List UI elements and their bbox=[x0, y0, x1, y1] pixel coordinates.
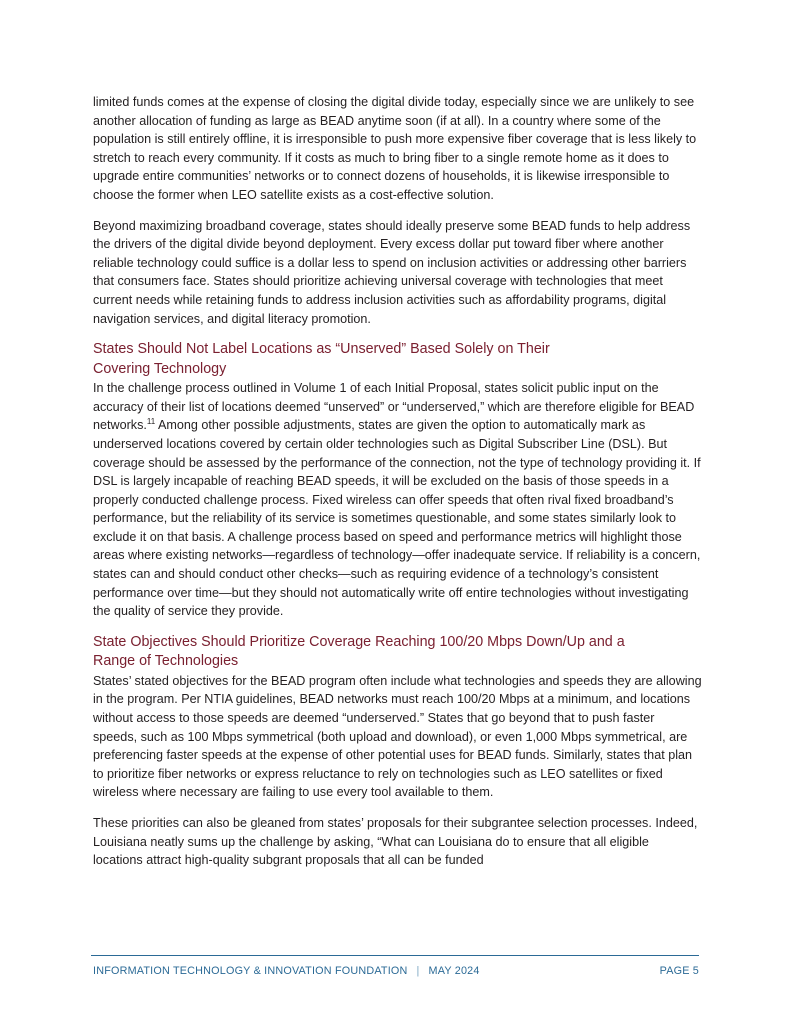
heading-line-2: Covering Technology bbox=[93, 360, 227, 377]
footer-separator: | bbox=[416, 965, 420, 977]
section-unserved bbox=[93, 340, 702, 621]
paragraph-preserve-funds: Beyond maximizing broadband coverage, states should ideally preserve some BEAD funds to help address the drivers of the digital divide beyond deployment. Every excess dollar put toward fiber where another reliable technology could suffice is a dollar less to spend on inclusion activities or addressing other barriers that consumers face. States should prioritize achieving universal coverage with technologies that meet current needs while retaining funds to address inclusion activities such as affordability programs, digital navigation services, and digital literacy promotion. bbox=[93, 218, 691, 326]
heading-line-1: States Should Not Label Locations as “Unserved” Based Solely on Their bbox=[93, 341, 550, 358]
footer-divider bbox=[91, 955, 699, 956]
paragraph-funding-expense: limited funds comes at the expense of closing the digital divide today, especially since we are unlikely to see another allocation of funding as large as BEAD anytime soon (if at all). In a country where some of the population is still entirely offline, it is irresponsible to push more expensive fiber coverage that is less likely to stretch to reach every community. If it costs as much to bring fiber to a single remote home as it does to upgrade entire communities’ networks or to connect dozens of households, it is likewise irresponsible to choose the former when LEO satellite exists as a cost-effective solution. bbox=[93, 95, 697, 202]
paragraph-stated-objectives: States’ stated objectives for the BEAD program often include what technologies and speeds they are allowing in the program. Per NTIA guidelines, BEAD networks must reach 100/20 Mbps at a minimum, and locations without access to those speeds are deemed “underserved.” States that go beyond that to push faster speeds, such as 100 Mbps symmetrical (both upload and download), or even 1,000 Mbps symmetrical, are preferencing faster speeds at the expense of other potential uses for BEAD funds. Similarly, states that plan to prioritize fiber networks or express reluctance to rely on technologies such as LEO satellites or fixed wireless where necessary are failing to use every tool available to them. bbox=[93, 673, 702, 800]
paragraph-subgrantee-selection: These priorities can also be gleaned from states’ proposals for their subgrantee selection processes. Indeed, Louisiana neatly sums up the challenge by asking, “What can Louisiana do to ensure that all eligible locations attract high-quality subgrant proposals that all can be funded bbox=[93, 816, 698, 868]
section-heading-objectives bbox=[93, 633, 702, 672]
footnote-reference[interactable]: 11 bbox=[146, 417, 156, 427]
heading-line-2: Range of Technologies bbox=[93, 653, 239, 670]
footer-organization: INFORMATION TECHNOLOGY & INNOVATION FOUNDATION bbox=[93, 965, 408, 977]
paragraph-challenge-process bbox=[93, 379, 702, 621]
section-objectives bbox=[93, 633, 702, 870]
section-heading-unserved bbox=[93, 340, 702, 379]
footer-left bbox=[93, 965, 480, 977]
text-part-1: In the challenge process outlined in Volume 1 of each Initial Proposal, states solicit public input on the accuracy of their list of locations deemed “unserved” or “underserved,” which are therefore eligible for BEAD networks. bbox=[93, 381, 695, 433]
text-part-2: Among other possible adjustments, states are given the option to automatically mark as underserved locations covered by certain older technologies such as Digital Subscriber Line (DSL). But coverage should be assessed by the performance of the connection, not the type of technology providing it. If DSL is largely incapable of reaching BEAD speeds, it will be excluded on the basis of those speeds in a properly conducted challenge process. Fixed wireless can offer speeds that often rival fixed broadband’s performance, but the reliability of its service is sometimes questionable, and some states similarly look to exclude it on that basis. A challenge process based on speed and performance metrics will highlight those areas where existing networks—regardless of technology—offer inadequate service. If reliability is a concern, states can and should conduct other checks—such as requiring evidence of a technology’s consistent performance over time—but they should not automatically write off entire technologies without investigating the quality of service they provide. bbox=[93, 418, 701, 619]
footer-date: MAY 2024 bbox=[428, 965, 480, 977]
footer-page-number: PAGE 5 bbox=[659, 965, 699, 977]
page-body bbox=[93, 93, 702, 882]
page-footer bbox=[93, 965, 699, 977]
heading-line-1: State Objectives Should Prioritize Coverage Reaching 100/20 Mbps Down/Up and a bbox=[93, 633, 625, 650]
